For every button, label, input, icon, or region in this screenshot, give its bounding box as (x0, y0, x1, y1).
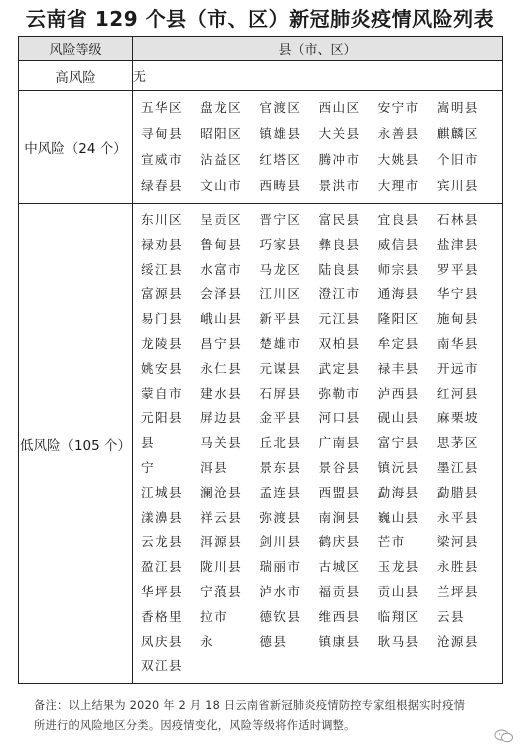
county-item: 思茅区 (436, 435, 479, 451)
county-item: 拉市 (200, 608, 229, 624)
county-item: 盐津县 (436, 236, 479, 252)
county-item: 玉龙县 (377, 559, 420, 575)
footnote-line-2: 所进行的风险地区分类。因疫情变化，风险等级将作适时调整。 (34, 719, 356, 732)
county-item: 弥勒市 (318, 385, 361, 401)
county-item: 会泽县 (200, 286, 243, 302)
county-item: 永仁县 (200, 360, 243, 376)
county-item: 宾川县 (436, 178, 479, 193)
county-item: 安宁市 (377, 100, 420, 115)
county-item: 双江县 (141, 658, 183, 674)
county-item: 兰坪县 (436, 583, 479, 599)
county-item: 云县 (436, 608, 465, 624)
county-item: 晋宁区 (259, 212, 302, 227)
county-item: 元谋县 (259, 360, 302, 376)
county-item: 景洪市 (318, 178, 361, 193)
risk-table (18, 36, 503, 684)
county-item: 麒麟区 (436, 126, 479, 141)
county-item: 沧源县 (436, 633, 479, 649)
county-item: 勐海县 (377, 484, 420, 500)
county-item: 澜沧县 (200, 484, 243, 500)
county-item: 永平县 (436, 509, 479, 525)
county-item: 盘龙区 (200, 100, 243, 115)
county-item: 香格里 (141, 608, 183, 624)
header-county: 县（市、区） (133, 37, 503, 61)
county-item: 个旧市 (436, 152, 479, 167)
county-item: 凤庆县 (141, 633, 183, 649)
county-item: 嵩明县 (436, 100, 479, 115)
county-item: 临翔区 (377, 608, 420, 624)
county-item: 大理市 (377, 178, 420, 193)
wechat-icon (494, 729, 514, 743)
county-item: 元江县 (318, 311, 361, 327)
header-risk-level: 风险等级 (19, 37, 133, 61)
page-title: 云南省 129 个县（市、区）新冠肺炎疫情风险列表 (25, 7, 495, 31)
county-item: 墨江县 (436, 459, 479, 475)
county-item: 泸西县 (377, 385, 420, 401)
county-item: 金平县 (259, 410, 302, 426)
counties-medium-grid (133, 91, 502, 203)
county-item: 广南县 (318, 435, 361, 451)
county-item: 屏边县 (200, 410, 243, 426)
county-item: 石屏县 (259, 385, 302, 401)
county-item: 县 (141, 435, 155, 451)
county-item: 武定县 (318, 360, 361, 376)
county-item: 陇川县 (200, 559, 243, 575)
county-item: 泸水市 (259, 583, 302, 599)
county-item: 永 (200, 633, 215, 649)
county-item: 建水县 (200, 385, 243, 401)
county-item: 古城区 (318, 559, 361, 575)
county-item: 开远市 (436, 360, 479, 376)
county-item: 景东县 (259, 459, 302, 475)
county-item: 陆良县 (318, 261, 361, 277)
counties-low-cell (133, 204, 503, 684)
county-item: 施甸县 (436, 311, 479, 327)
county-item: 贡山县 (377, 583, 420, 599)
county-item: 勐腊县 (436, 484, 479, 500)
county-item: 剑川县 (259, 534, 302, 550)
county-item: 峨山县 (200, 311, 243, 327)
county-item: 五华区 (141, 100, 183, 115)
county-item: 景谷县 (318, 459, 361, 475)
county-item: 洱源县 (200, 534, 243, 550)
county-item: 元阳县 (141, 410, 183, 426)
county-item: 宣威市 (141, 152, 183, 167)
county-item: 寻甸县 (141, 126, 183, 141)
level-medium: 中风险（24 个） (19, 91, 133, 204)
county-item: 西盟县 (318, 484, 361, 500)
county-item: 龙陵县 (141, 335, 183, 351)
county-item: 镇雄县 (259, 126, 302, 141)
county-item: 福贡县 (318, 583, 361, 599)
county-item: 砚山县 (377, 410, 420, 426)
county-item: 禄劝县 (141, 236, 183, 252)
county-item: 梁河县 (436, 534, 479, 550)
county-item: 禄丰县 (377, 360, 420, 376)
county-item: 宁蒗县 (200, 583, 243, 599)
county-item: 文山市 (200, 178, 243, 193)
county-item: 新平县 (259, 311, 302, 327)
county-item: 东川区 (141, 212, 183, 227)
county-item: 楚雄市 (259, 335, 302, 351)
county-item: 巧家县 (259, 236, 302, 252)
county-item: 麻栗坡 (436, 410, 479, 426)
county-item: 华坪县 (141, 583, 183, 599)
county-item: 绥江县 (141, 261, 183, 277)
county-item: 马关县 (200, 435, 243, 451)
county-item: 红河县 (436, 385, 479, 401)
county-item: 鲁甸县 (200, 236, 243, 252)
county-item: 腾冲市 (318, 152, 361, 167)
county-item: 大关县 (318, 126, 361, 141)
county-item: 盈江县 (141, 559, 183, 575)
county-item: 石林县 (436, 212, 479, 227)
county-item: 威信县 (377, 236, 420, 252)
counties-low-grid (133, 204, 502, 683)
county-item: 华宁县 (436, 286, 479, 302)
county-item: 宁 (141, 459, 155, 475)
counties-high: 无 (133, 61, 503, 91)
footnote-line-1: 备注：以上结果为 2020 年 2 月 18 日云南省新冠肺炎疫情防控专家组根据实时疫情 (34, 699, 466, 712)
county-item: 永胜县 (436, 559, 479, 575)
county-item: 镇沅县 (377, 459, 420, 475)
county-item: 官渡区 (259, 100, 302, 115)
county-item: 丘北县 (259, 435, 302, 451)
county-item: 江城县 (141, 484, 183, 500)
table-header-row (19, 37, 503, 61)
county-item: 河口县 (318, 410, 361, 426)
county-item: 蒙自市 (141, 385, 183, 401)
county-item: 红塔区 (259, 152, 302, 167)
county-item: 师宗县 (377, 261, 420, 277)
table-row-high (19, 61, 503, 91)
county-item: 昌宁县 (200, 335, 243, 351)
county-item: 南华县 (436, 335, 479, 351)
county-item: 通海县 (377, 286, 420, 302)
county-item: 大姚县 (377, 152, 420, 167)
county-item: 弥渡县 (259, 509, 302, 525)
county-item: 南涧县 (318, 509, 361, 525)
county-item: 澄江市 (318, 286, 361, 302)
county-item: 富源县 (141, 286, 183, 302)
county-item: 西山区 (318, 100, 361, 115)
county-item: 姚安县 (141, 360, 183, 376)
county-item: 洱县 (200, 459, 229, 475)
county-item: 孟连县 (259, 484, 302, 500)
county-item: 罗平县 (436, 261, 479, 277)
county-item: 巍山县 (377, 509, 420, 525)
county-item: 富宁县 (377, 435, 420, 451)
county-item: 江川区 (259, 286, 302, 302)
county-item: 富民县 (318, 212, 361, 227)
county-item: 绿春县 (141, 178, 183, 193)
county-item: 漾濞县 (141, 509, 183, 525)
county-item: 易门县 (141, 311, 183, 327)
county-item: 耿马县 (377, 633, 420, 649)
county-item: 芒市 (377, 534, 406, 550)
county-item: 西畴县 (259, 178, 302, 193)
county-item: 沾益区 (200, 152, 243, 167)
level-low: 低风险（105 个） (19, 204, 133, 684)
county-item: 永善县 (377, 126, 420, 141)
county-item: 鹤庆县 (318, 534, 361, 550)
county-item: 维西县 (318, 608, 361, 624)
footnote (34, 696, 504, 736)
county-item: 宜良县 (377, 212, 420, 227)
county-item: 牟定县 (377, 335, 420, 351)
county-item: 呈贡区 (200, 212, 243, 227)
county-item: 双柏县 (318, 335, 361, 351)
county-item: 隆阳区 (377, 311, 420, 327)
county-item: 马龙区 (259, 261, 302, 277)
counties-medium-cell (133, 91, 503, 204)
county-item: 德县 (259, 633, 288, 649)
county-item: 镇康县 (318, 633, 361, 649)
county-item: 昭阳区 (200, 126, 243, 141)
table-row-medium (19, 91, 503, 204)
county-item: 德钦县 (259, 608, 302, 624)
county-item: 瑞丽市 (259, 559, 302, 575)
county-item: 祥云县 (200, 509, 243, 525)
county-item: 彝良县 (318, 236, 361, 252)
county-item: 水富市 (200, 261, 243, 277)
county-item: 云龙县 (141, 534, 183, 550)
table-row-low (19, 204, 503, 684)
level-high: 高风险 (19, 61, 133, 91)
